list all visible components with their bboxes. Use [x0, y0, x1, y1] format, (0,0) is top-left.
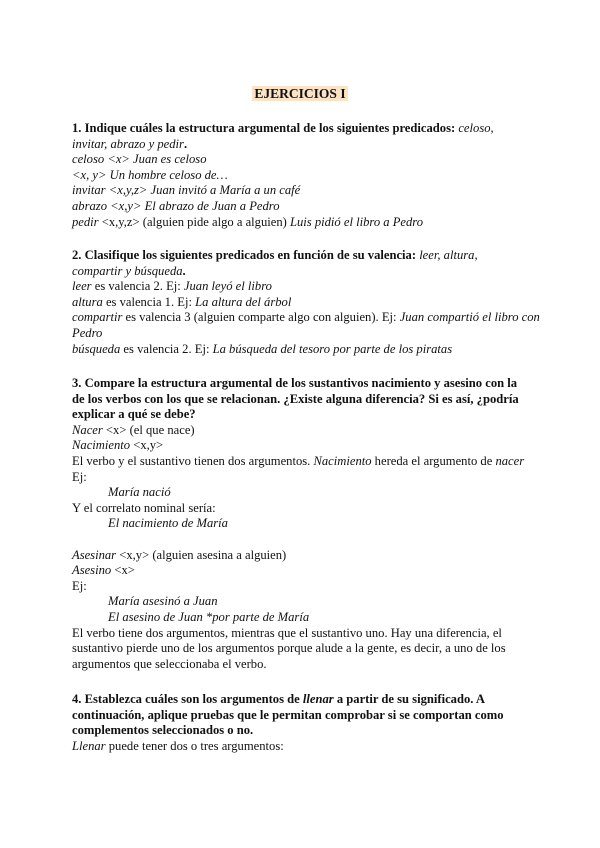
exercise-4: 4. Establezca cuáles son los argumentos de llenar a partir de su significado. A continuación, aplique pruebas que le permitan comprobar si se comportan como complementos seleccionados o no. Llenar puede tener dos o tres argumentos: [72, 692, 532, 754]
answer-line: compartir es valencia 3 (alguien comparte algo con alguien). Ej: Juan compartió el libro con [72, 310, 540, 325]
answer-line: El verbo y el sustantivo tienen dos argumentos. Nacimiento hereda el argumento de nacer [72, 453, 525, 468]
answer-line: altura es valencia 1. Ej: La altura del árbol [72, 294, 292, 309]
page-title: EJERCICIOS I [254, 86, 346, 101]
answer-line: Nacimiento <x,y> [72, 438, 164, 453]
example-line: El asesino de Juan *por parte de María [108, 609, 310, 624]
exercise-4-question: 4. Establezca cuáles son los argumentos de llenar a partir de su significado. A [72, 692, 485, 706]
exercise-1-question: 1. Indique cuáles la estructura argumental de los siguientes predicados: celoso, [72, 121, 494, 135]
answer-line: El verbo tiene dos argumentos, mientras que el sustantivo uno. Hay una diferencia, el [72, 625, 502, 640]
example-line: El nacimiento de María [108, 516, 228, 531]
answer-line: Pedro [72, 325, 103, 340]
answer-line: <x, y> Un hombre celoso de… [72, 167, 228, 182]
answer-line: invitar <x,y,z> Juan invitó a María a un café [72, 183, 301, 198]
answer-line: pedir <x,y,z> (alguien pide algo a alguien) Luis pidió el libro a Pedro [72, 214, 424, 229]
exercise-2-question: 2. Clasifique los siguientes predicados en función de su valencia: leer, altura, [72, 248, 478, 262]
example-line: María nació [108, 485, 171, 500]
answer-line: Llenar puede tener dos o tres argumentos: [72, 738, 284, 753]
answer-line: Asesinar <x,y> (alguien asesina a alguien) [72, 547, 287, 562]
answer-line: celoso <x> Juan es celoso [72, 152, 207, 167]
exercise-3-question: 3. Compare la estructura argumental de los sustantivos nacimiento y asesino con la [72, 376, 518, 390]
answer-line: Nacer <x> (el que nace) [72, 422, 195, 437]
exercise-2: 2. Clasifique los siguientes predicados en función de su valencia: leer, altura, compartir y búsqueda. leer es valencia 2. Ej: Juan leyó el libro altura es valencia 1. Ej: La altura del árbol compartir es valencia 3 (alguien comparte algo con alguien). Ej: Juan compartió el libro con Pedro búsqueda es valencia 2. Ej: La búsqueda del tesoro por parte de los piratas [72, 248, 540, 356]
answer-line: sustantivo pierde uno de los argumentos porque alude a la gente, es decir, a uno de los [72, 641, 506, 656]
exercise-1: 1. Indique cuáles la estructura argumental de los siguientes predicados: celoso, invitar, abrazo y pedir. celoso <x> Juan es celoso <x, y> Un hombre celoso de… invitar <x,y,z> Juan invitó a María a un café abrazo <x,y> El abrazo de Juan a Pedro pedir <x,y,z> (alguien pide algo a alguien) Luis pidió el libro a Pedro [72, 121, 532, 230]
answer-line: argumentos que seleccionaba el verbo. [72, 656, 267, 671]
answer-line: Asesino <x> [72, 563, 135, 578]
answer-line: búsqueda es valencia 2. Ej: La búsqueda del tesoro por parte de los piratas [72, 341, 453, 356]
answer-line: abrazo <x,y> El abrazo de Juan a Pedro [72, 198, 280, 213]
example-line: María asesinó a Juan [108, 594, 218, 609]
exercise-3: 3. Compare la estructura argumental de los sustantivos nacimiento y asesino con la de los verbos con los que se relacionan. ¿Existe alguna diferencia? Si es así, ¿podría explicar a qué se debe? Nacer <x> (el que nace) Nacimiento <x,y> El verbo y el sustantivo tienen dos argumentos. Nacimiento hereda el argumento de nacer Ej: María nació Y el correlato nominal sería: El nacimiento de María Asesinar <x,y> (alguien asesina a alguien) Asesino <x> Ej: María asesinó a Juan El asesino de Juan *por parte de María El verbo tiene dos argumentos, mientras que el sustantivo uno. Hay una diferencia, el sustantivo pierde uno de los argumentos porque alude a la gente, es decir, a uno de los argumentos que seleccionaba el verbo. [72, 376, 532, 672]
answer-line: leer es valencia 2. Ej: Juan leyó el libro [72, 279, 272, 294]
